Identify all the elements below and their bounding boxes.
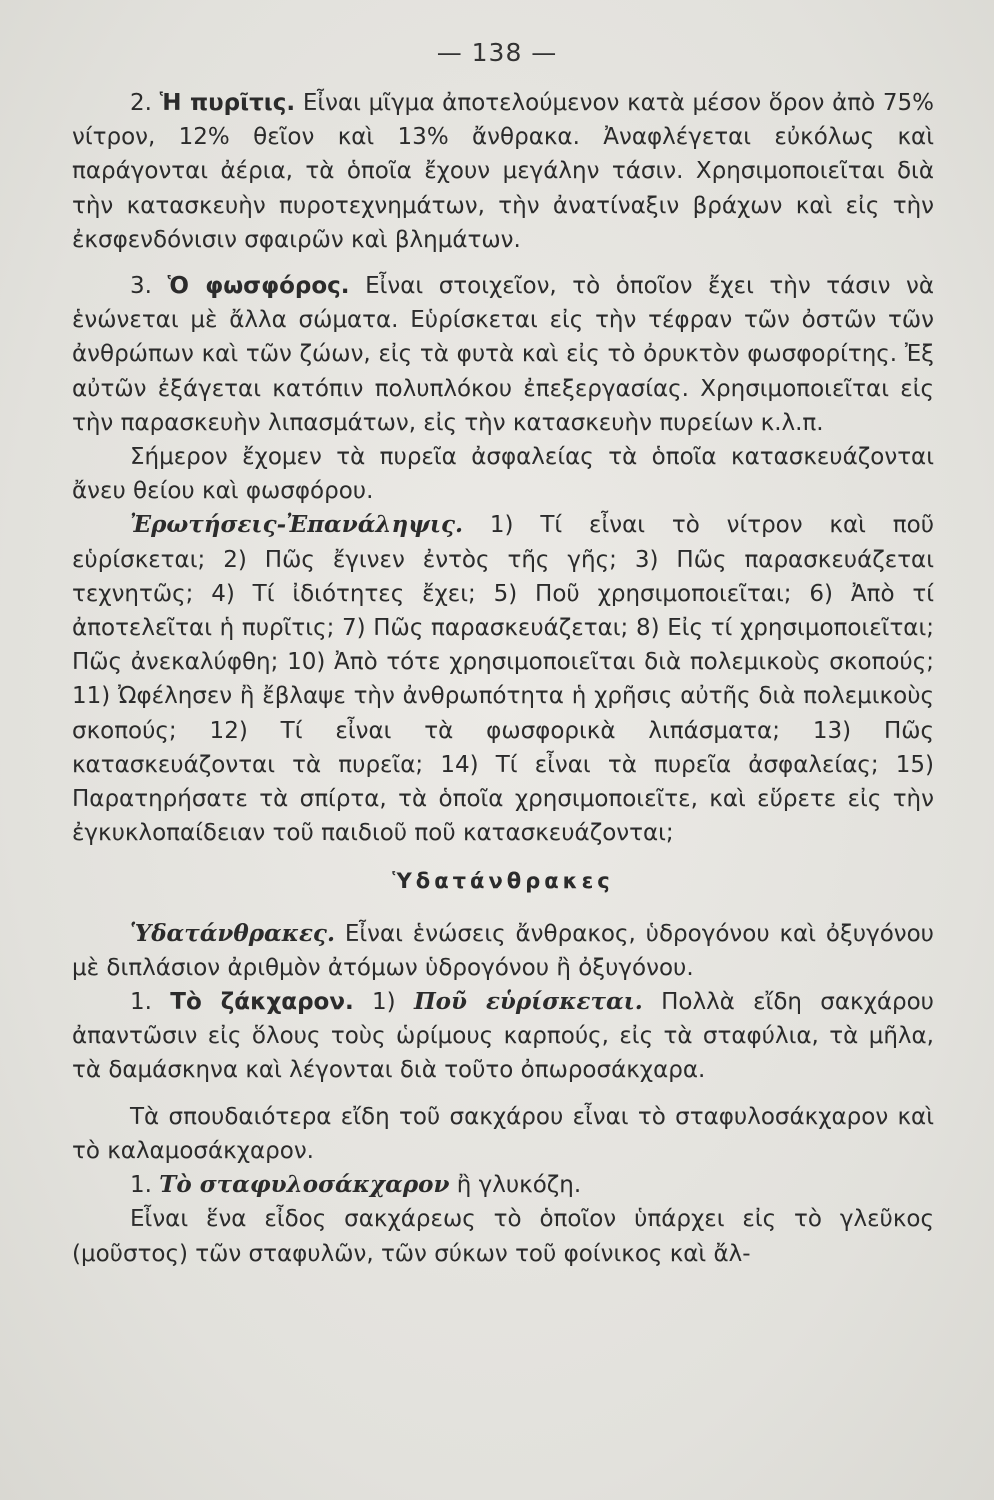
paragraph-questions bbox=[72, 508, 934, 850]
grape-sugar-title: Τὸ σταφυλοσάκχαρον bbox=[159, 1171, 450, 1199]
section-body-phosphorus: Εἶναι στοιχεῖον, τὸ ὁποῖον ἔχει τὴν τάσιν νὰ ἑνώνεται μὲ ἄλλα σώματα. Εὑρίσκεται εἰς τὴν τέφραν τῶν ὀστῶν τῶν ἀνθρώπων καὶ τῶν ζώων, εἰς τὰ φυτὰ καὶ εἰς τὸ ὀρυκτὸν φωσφορίτης. Ἐξ αὐτῶν ἐξάγεται κατόπιν πολυπλόκου ἐπεξεργασίας. Χρησιμοποιεῖται εἰς τὴν παρασκευὴν λιπασμάτων, εἰς τὴν κατασκευὴν πυρείων κ.λ.π. bbox=[72, 273, 935, 436]
paragraph-phosphorus bbox=[72, 269, 934, 440]
grape-sugar-rest: ἢ γλυκόζη. bbox=[449, 1172, 582, 1199]
paragraph-gunpowder bbox=[72, 86, 934, 257]
section-title-phosphorus: Ὁ φωσφόρος. bbox=[167, 273, 350, 300]
paragraph-safety-matches: Σήμερον ἔχομεν τὰ πυρεῖα ἀσφαλείας τὰ ὁποῖα κατασκευάζονται ἄνευ θείου καὶ φωσφόρου. bbox=[72, 444, 934, 505]
section-title-sugar: Τὸ ζάκχαρον. bbox=[170, 989, 354, 1016]
section-number: 2. bbox=[130, 90, 152, 116]
page-body bbox=[72, 86, 934, 1271]
questions-label: Ἐρωτήσεις-Ἐπανάληψις. bbox=[130, 511, 464, 539]
carbohydrates-label: Ὑδατάνθρακες. bbox=[130, 919, 335, 947]
paragraph-carbohydrates bbox=[72, 917, 934, 985]
section-number: 1. bbox=[130, 989, 152, 1016]
paragraph-sugar bbox=[72, 985, 934, 1088]
section-title-gunpowder: Ἡ πυρῖτις. bbox=[159, 90, 296, 116]
subsection-number: 1) bbox=[353, 989, 414, 1016]
carbohydrates-body: Εἶναι ἑνώσεις ἄνθρακος, ὑδρογόνου καὶ ὀξυγόνου μὲ διπλάσιον ἀριθμὸν ἀτόμων ὑδρογόνου ἢ ὀξυγόνου. bbox=[72, 920, 934, 981]
page-number: — 138 — bbox=[436, 38, 558, 67]
spacer bbox=[72, 257, 934, 269]
subsection-title-where-found: Ποῦ εὑρίσκεται. bbox=[413, 988, 643, 1016]
section-number: 1. bbox=[130, 1172, 152, 1199]
paragraph-sugar-types: Τὰ σπουδαιότερα εἴδη τοῦ σακχάρου εἶναι τὸ σταφυλοσάκχαρον καὶ τὸ καλαμοσάκχαρον. bbox=[72, 1103, 934, 1164]
questions-body: 1) Τί εἶναι τὸ νίτρον καὶ ποῦ εὑρίσκεται; 2) Πῶς ἔγινεν ἐντὸς τῆς γῆς; 3) Πῶς παρασκευάζεται τεχνητῶς; 4) Τί ἰδιότητες ἔχει; 5) Ποῦ χρησιμοποιεῖται; 6) Ἀπὸ τί ἀποτελεῖται ἡ πυρῖτις; 7) Πῶς παρασκευάζεται; 8) Εἰς τί χρησιμοποιεῖται; Πῶς ἀνεκαλύφθη; 10) Ἀπὸ τότε χρησιμοποιεῖται διὰ πολεμικοὺς σκοπούς; 11) Ὠφέλησεν ἢ ἔβλαψε τὴν ἀνθρωπότητα ἡ χρῆσις αὐτῆς διὰ πολεμικοὺς σκοπούς; 12) Τί εἶναι τὰ φωσφορικὰ λιπάσματα; 13) Πῶς κατασκευάζονται τὰ πυρεῖα; 14) Τί εἶναι τὰ πυρεῖα ἀσφαλείας; 15) Παρατηρήσατε τὰ σπίρτα, τὰ ὁποῖα χρησιμοποιεῖτε, καὶ εὕρετε εἰς τὴν ἐγκυκλοπαίδειαν τοῦ παιδιοῦ ποῦ κατασκευάζονται; bbox=[72, 512, 934, 847]
spacer bbox=[72, 1088, 934, 1100]
paragraph-final: Εἶναι ἕνα εἶδος σακχάρεως τὸ ὁποῖον ὑπάρχει εἰς τὸ γλεῦκος (μοῦστος) τῶν σταφυλῶν, τῶν σύκων τοῦ φοίνικος καὶ ἄλ- bbox=[72, 1206, 934, 1267]
section-body-gunpowder: Εἶναι μῖγμα ἀποτελούμενον κατὰ μέσον ὅρον ἀπὸ 75% νίτρον, 12% θεῖον καὶ 13% ἄνθρακα. Ἀναφλέγεται εὐκόλως καὶ παράγονται ἀέρια, τὰ ὁποῖα ἔχουν μεγάλην τάσιν. Χρησιμοποιεῖται διὰ τὴν κατασκευὴν πυροτεχνημάτων, τὴν ἀνατίναξιν βράχων καὶ εἰς τὴν ἐκσφενδόνισιν σφαιρῶν καὶ βλημάτων. bbox=[72, 90, 935, 253]
sugar-body: Πολλὰ εἴδη σακχάρου ἀπαντῶσιν εἰς ὅλους τοὺς ὡρίμους καρπούς, εἰς τὰ σταφύλια, τὰ μῆλα, τὰ δαμάσκηνα καὶ λέγονται διὰ τοῦτο ὀπωροσάκχαρα. bbox=[72, 989, 934, 1084]
section-heading-carbohydrates: Ὑδατάνθρακες bbox=[392, 869, 614, 894]
paragraph-grape-sugar-heading bbox=[72, 1168, 934, 1202]
section-number: 3. bbox=[130, 273, 152, 300]
